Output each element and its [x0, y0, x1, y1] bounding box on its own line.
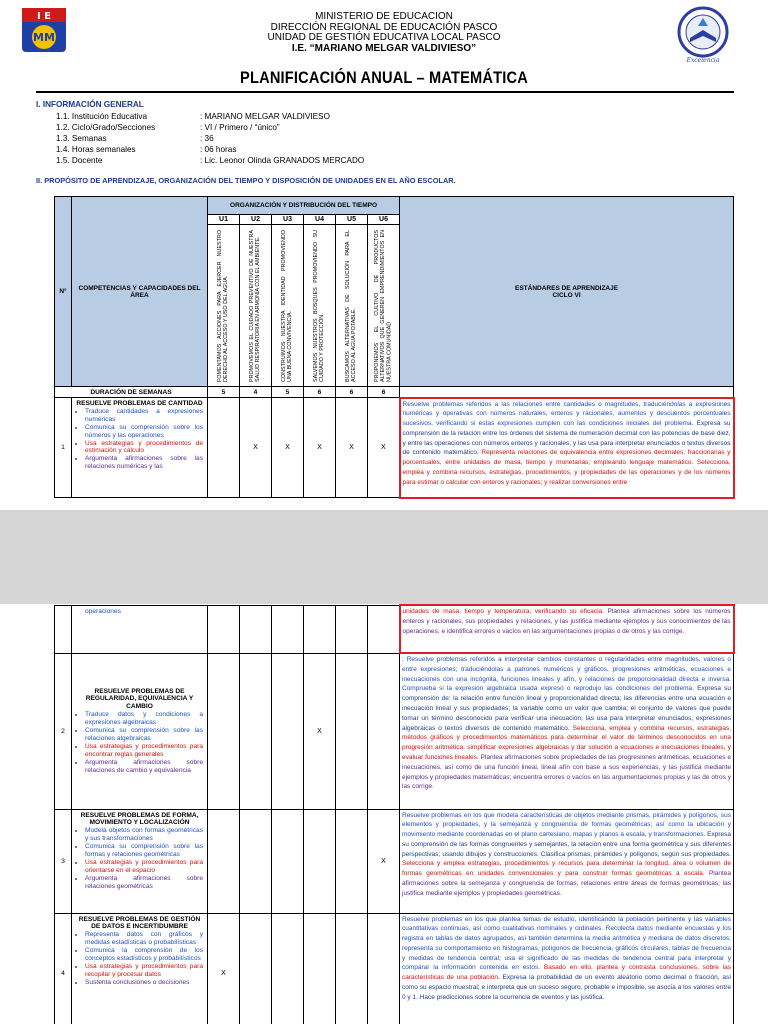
standard-part: Plantea afirmaciones sobre los números enteros y racionales, sus propiedades y relaciones, y las justifica mediante ejemplos y sus conocimientos de las operaciones, e identifica errores o vacíos en las argumentaciones propias o de otros y las corrige.	[402, 608, 731, 635]
col-header-competencies: COMPETENCIAS Y CAPACIDADES DEL ÁREA	[72, 197, 208, 387]
unit-mark-5	[336, 653, 368, 809]
table-row	[55, 913, 734, 1024]
row-number: 2	[55, 653, 72, 809]
standard-text	[400, 913, 734, 1024]
svg-text:MM: MM	[33, 31, 55, 44]
unit-title-1: FOMENTAMOS ACCIONES PARA EJERCER NUESTRO DERECHO AL ACCESO Y USO DEL AGUA.	[217, 229, 230, 382]
unit-mark-2: X	[240, 398, 272, 498]
document-page-2	[0, 604, 768, 1024]
col-header-number: N°	[55, 197, 72, 387]
standard-part: Plantea afirmaciones sobre la semejanza y congruencia de formas, relaciones entre áreas de formas geométricas; las justifica mediante ejemplos y propiedades geométricas.	[402, 870, 732, 897]
unit-title-cell-6	[368, 225, 400, 387]
standard-text	[400, 398, 734, 498]
competency-title: RESUELVE PROBLEMAS DE REGULARIDAD, EQUIVALENCIA Y CAMBIO	[85, 687, 194, 711]
capacity-item: • Comunica su comprensión sobre las formas y relaciones geométricas	[85, 843, 203, 859]
competency-cell	[72, 605, 208, 653]
unit-mark-1	[208, 605, 240, 653]
capacity-item: • Argumenta afirmaciones sobre relaciones geométricas	[85, 875, 203, 891]
standard-text	[400, 605, 734, 653]
unit-title-cell-1	[208, 225, 240, 387]
unit-title-5: BUSCAMOS ALTERNATIVAS DE SOLUCIÓN PARA EL ACCESO AL AGUA POTABLE.	[345, 229, 358, 382]
capacity-item: • Usa estrategias y procedimientos de estimación y cálculo	[85, 440, 203, 456]
info-value-5: : Lic. Leonor Olinda GRANADOS MERCADO	[200, 156, 365, 165]
row-number	[55, 605, 72, 653]
unit-mark-2	[240, 913, 272, 1024]
standard-part: Selecciona y emplea estrategias, procedimientos y recursos para determinar la longitud, área o volumen de formas geométricas en unidades convencionales y para construir formas geométricas a escala.	[402, 860, 731, 878]
capacity-item: • Usa estrategias y procedimientos para encontrar reglas generales	[85, 743, 203, 759]
institution-emblem-right	[672, 6, 734, 64]
unit-mark-6	[368, 913, 400, 1024]
standard-part: Expresa su comprensión de la relación entre los órdenes del sistema de numeración decimal con las potencias de base diez, y entre las operaciones con números enteros y racionales; y las usa para interpretar enunciados o textos diversos de contenido matemático.	[402, 420, 731, 457]
standards-title: ESTÁNDARES DE APRENDIZAJE	[515, 284, 619, 292]
unit-mark-3: X	[272, 398, 304, 498]
standards-cycle: CICLO VI	[552, 291, 581, 299]
row-number: 3	[55, 809, 72, 913]
standard-part: Resuelve problemas en los que modela características de objetos mediante prismas, pirámides y polígonos, sus elementos y propiedades, y la semejanza y congruencia de formas geométricas; así como la ubicación y movimiento mediante coordenadas en el plano cartesiano, mapas y planos a escala, y transformaciones.	[402, 811, 731, 839]
unit-mark-3	[272, 809, 304, 913]
unit-header-3: U3	[272, 215, 304, 225]
competency-title: RESUELVE PROBLEMAS DE GESTIÓN DE DATOS E INCERTIDUMBRE	[78, 915, 201, 931]
unit-mark-5	[336, 913, 368, 1024]
unit-mark-4	[304, 605, 336, 653]
unit-header-2: U2	[240, 215, 272, 225]
svg-text:I E: I E	[36, 11, 52, 22]
unit-title-cell-4	[304, 225, 336, 387]
unit-title-3: CONSTRUIMOS NUESTRA IDENTIDAD PROMOVIENDO UNA BUENA CONVIVENCIA.	[281, 229, 294, 382]
col-header-organization: ORGANIZACIÓN Y DISTRIBUCIÓN DEL TIEMPO	[208, 197, 400, 215]
standard-part: Resuelve problemas en los que plantea temas de estudio, identificando la población pertinente y las variables cuantitativas continuas, así como cualitativas nominales y ordinales. Recolecta datos mediante encuestas y los registra en tablas de datos agrupados, así también determina la media aritmética y mediana de datos discretos; representa su comportamiento en histogramas, polígonos de frecuencia, gráficos circulares, tablas de frecuencia y medidas de tendencia central; usa el significado de las medidas de tendencia central para interpretar y comparar la información contenida en estos.	[402, 915, 731, 972]
unit-title-2: PROMOVEMOS EL CUIDADO PREVENTIVO DE NUESTRA SALUD RESPIRATORIA EN ARMONÍA CON EL AMBIENTE.	[249, 229, 262, 382]
standard-part: unidades de masa, tiempo y temperatura; verificando su eficacia.	[402, 608, 604, 615]
competency-title: RESUELVE PROBLEMAS DE CANTIDAD	[76, 400, 203, 407]
table-row	[55, 653, 734, 809]
unit-mark-4	[304, 809, 336, 913]
capacity-item: • Representa datos con gráficos y medidas estadísticas o probabilísticas	[85, 931, 203, 947]
title-divider	[36, 91, 734, 93]
header-line-4: I.E. “MARIANO MELGAR VALDIVIESO”	[291, 42, 477, 54]
capacity-item: • Comunica su comprensión sobre los números y las operaciones	[85, 424, 203, 440]
header-line-2: DIRECCIÓN REGIONAL DE EDUCACIÓN PASCO	[270, 21, 498, 33]
standard-text	[400, 653, 734, 809]
section-2-title: II. PROPÓSITO DE APRENDIZAJE, ORGANIZACIÓN DEL TIEMPO Y DISPOSICIÓN DE UNIDADES EN EL AÑO ESCOLAR.	[36, 176, 456, 185]
institution-header	[200, 12, 568, 54]
unit-mark-4: X	[304, 398, 336, 498]
unit-header-5: U5	[336, 215, 368, 225]
competency-cell	[72, 913, 208, 1024]
capacity-item: • Usa estrategias y procedimientos para recopilar y procesar datos	[85, 963, 203, 979]
duration-u6: 6	[368, 387, 400, 398]
unit-title-cell-3	[272, 225, 304, 387]
unit-mark-3	[272, 605, 304, 653]
unit-mark-2	[240, 809, 272, 913]
unit-mark-5	[336, 809, 368, 913]
info-value-3: : 36	[200, 134, 214, 143]
school-logo-left	[20, 6, 68, 54]
section-1-title: I. INFORMACIÓN GENERAL	[36, 100, 144, 109]
unit-mark-3	[272, 653, 304, 809]
unit-title-6: PROPONEMOS EL CULTIVO DE PRODUCTOS ALTERNATIVOS QUE GENEREN EMPRENDIMIENTOS EN NUESTRA COMUNIDAD	[374, 229, 393, 382]
col-header-standards	[400, 197, 734, 387]
unit-mark-6	[368, 653, 400, 809]
competency-cell	[72, 809, 208, 913]
standard-part: Representa relaciones de equivalencia entre expresiones decimales, fraccionarias y porcentuales, entre unidades de masa, tiempo y monetarias; empleando lenguaje matemático. Selecciona, emplea y combina recursos, estrategias, procedimientos, y propiedades de las operaciones y de los números para estimar o calcular con enteros y racionales; y realizar conversiones entre	[402, 449, 731, 486]
capacity-item: • Comunica su comprensión sobre las relaciones algebraicas	[85, 727, 203, 743]
capacity-item: • Comunica la comprensión de los conceptos estadísticos y probabilísticos	[85, 947, 203, 963]
table-row	[55, 809, 734, 913]
unit-mark-6	[368, 605, 400, 653]
competency-title: RESUELVE PROBLEMAS DE FORMA, MOVIMIENTO Y LOCALIZACIÓN	[80, 811, 199, 827]
standard-part: Expresa su comprensión de: la relación entre función lineal y proporcionalidad directa; las diferencias entre una ecuación e inecuación lineal y sus propiedades; la variable como un valor que cambia; el conjunto de valores que puede tomar un término desconocido para verificar una inecuación; las usa para interpretar enunciados, expresiones algebraicas o textos diversos de contenido matemático.	[402, 685, 731, 732]
info-value-1: : MARIANO MELGAR VALDIVIESO	[200, 112, 330, 121]
duration-blank	[400, 387, 734, 398]
standard-part: ; Resuelve problemas referidos a interpretar cambios constantes o regularidades entre magnitudes, valores o entre expresiones; traduciéndolas a patrones numéricos y gráficos, progresiones aritméticas, ecuaciones e inecuaciones con una incógnita, funciones lineales y afín, y relaciones de proporcionalidad directa e inversa. Comprueba si la expresión algebraica usada expresó o reprodujo las condiciones del problema.	[402, 656, 731, 693]
duration-u5: 6	[336, 387, 368, 398]
standard-part: Resuelve problemas referidos a las relaciones entre cantidades o magnitudes, traduciéndolas a expresiones numéricas y operativas con números naturales, enteros y racionales, aumentos y descuentos porcentuales sucesivos, verificando si estas expresiones cumplen con las condiciones iniciales del problema.	[402, 400, 731, 428]
unit-mark-1	[208, 809, 240, 913]
info-value-4: : 06 horas	[200, 145, 237, 154]
standard-part: Basado en ello, plantea y contrasta conclusiones, sobre las características de una población.	[402, 964, 732, 982]
info-label-4: 1.4. Horas semanales	[56, 145, 136, 154]
unit-mark-2	[240, 605, 272, 653]
standard-part: Selecciona, emplea y combina recursos, estrategias, métodos gráficos y procedimientos matemáticos para determinar el valor de términos desconocidos en una progresión aritmética, simplificar expresiones algebraicas y dar solución a ecuaciones e inecuaciones lineales, y evaluar funciones lineales.	[402, 724, 731, 761]
unit-mark-1	[208, 653, 240, 809]
duration-label: DURACIÓN DE SEMANAS	[55, 387, 208, 398]
standard-part: Plantea afirmaciones sobre propiedades de las progresiones aritméticas, ecuaciones e inecuaciones, así como de una función lineal, lineal afín con base a sus experiencias, y las justifica mediante ejemplos y propiedades matemáticas; encuentra errores o vacíos en las argumentaciones propias y las de otros y las corrige.	[402, 753, 731, 791]
unit-mark-6: X	[368, 398, 400, 498]
duration-u1: 5	[208, 387, 240, 398]
unit-mark-2	[240, 653, 272, 809]
info-label-3: 1.3. Semanas	[56, 134, 107, 143]
unit-mark-5: X	[336, 398, 368, 498]
capacity-item: operaciones	[85, 607, 121, 615]
row-number: 4	[55, 913, 72, 1024]
document-page-1	[0, 0, 768, 510]
competency-cell	[72, 398, 208, 498]
info-label-1: 1.1. Institución Educativa	[56, 112, 148, 121]
planning-table-continued	[54, 604, 735, 1024]
standard-text	[400, 809, 734, 913]
duration-u4: 6	[304, 387, 336, 398]
header-line-1: MINISTERIO DE EDUCACION	[315, 11, 453, 22]
table-row	[55, 605, 734, 653]
competency-cell	[72, 653, 208, 809]
unit-title-cell-2	[240, 225, 272, 387]
unit-header-4: U4	[304, 215, 336, 225]
capacity-item: • Sustenta conclusiones o decisiones	[85, 979, 203, 987]
capacity-item: • Traduce datos y condiciones a expresiones algebraicas	[85, 711, 203, 727]
unit-mark-3	[272, 913, 304, 1024]
unit-mark-6: X	[368, 809, 400, 913]
unit-header-6: U6	[368, 215, 400, 225]
document-title: PLANIFICACIÓN ANUAL – MATEMÁTICA	[240, 68, 528, 87]
planning-table	[54, 196, 735, 499]
standard-part: Expresa la probabilidad de un evento aleatorio como decimal o fracción, así como su espacio muestral; e interpreta que un suceso seguro, probable e imposible, se asocia a los valores entre 0 y 1. Hace predicciones sobre la ocurrencia de eventos y las justifica.	[402, 974, 731, 1001]
unit-mark-1	[208, 398, 240, 498]
unit-title-cell-5	[336, 225, 368, 387]
unit-mark-4	[304, 913, 336, 1024]
header-line-3: UNIDAD DE GESTIÓN EDUCATIVA LOCAL PASCO	[267, 32, 501, 43]
duration-u2: 4	[240, 387, 272, 398]
standard-part: Expresa su comprensión de las formas congruentes y semejantes, la relación entre una forma geométrica y sus diferentes perspectivas; usando dibujos y construcciones. Clasifica prismas, pirámides y polígonos, según sus propiedades.	[402, 831, 731, 858]
capacity-item: • Traduce cantidades a expresiones numéricas	[85, 408, 203, 424]
table-row	[55, 398, 734, 498]
unit-mark-5	[336, 605, 368, 653]
capacity-item: • Argumenta afirmaciones sobre las relaciones numéricas y las	[85, 455, 203, 471]
capacity-item: • Argumenta afirmaciones sobre relaciones de cambio y equivalencia	[85, 759, 203, 775]
info-value-2: : VI / Primero / “único”	[200, 123, 280, 132]
info-label-2: 1.2. Ciclo/Grado/Secciones	[56, 123, 156, 132]
unit-mark-1: X	[208, 913, 240, 1024]
row-number: 1	[55, 398, 72, 498]
svg-text:Excelencia: Excelencia	[686, 57, 720, 64]
capacity-item: • Usa estrategias y procedimientos para orientarse en el espacio	[85, 859, 203, 875]
unit-header-1: U1	[208, 215, 240, 225]
info-label-5: 1.5. Docente	[56, 156, 103, 165]
capacity-item: • Modela objetos con formas geométricas y sus transformaciones	[85, 827, 203, 843]
unit-title-4: SALVEMOS NUESTROS BOSQUES PROMOVIENDO SU CUIDADO Y PROTECCIÓN.	[313, 229, 326, 382]
duration-u3: 5	[272, 387, 304, 398]
unit-mark-4: X	[304, 653, 336, 809]
